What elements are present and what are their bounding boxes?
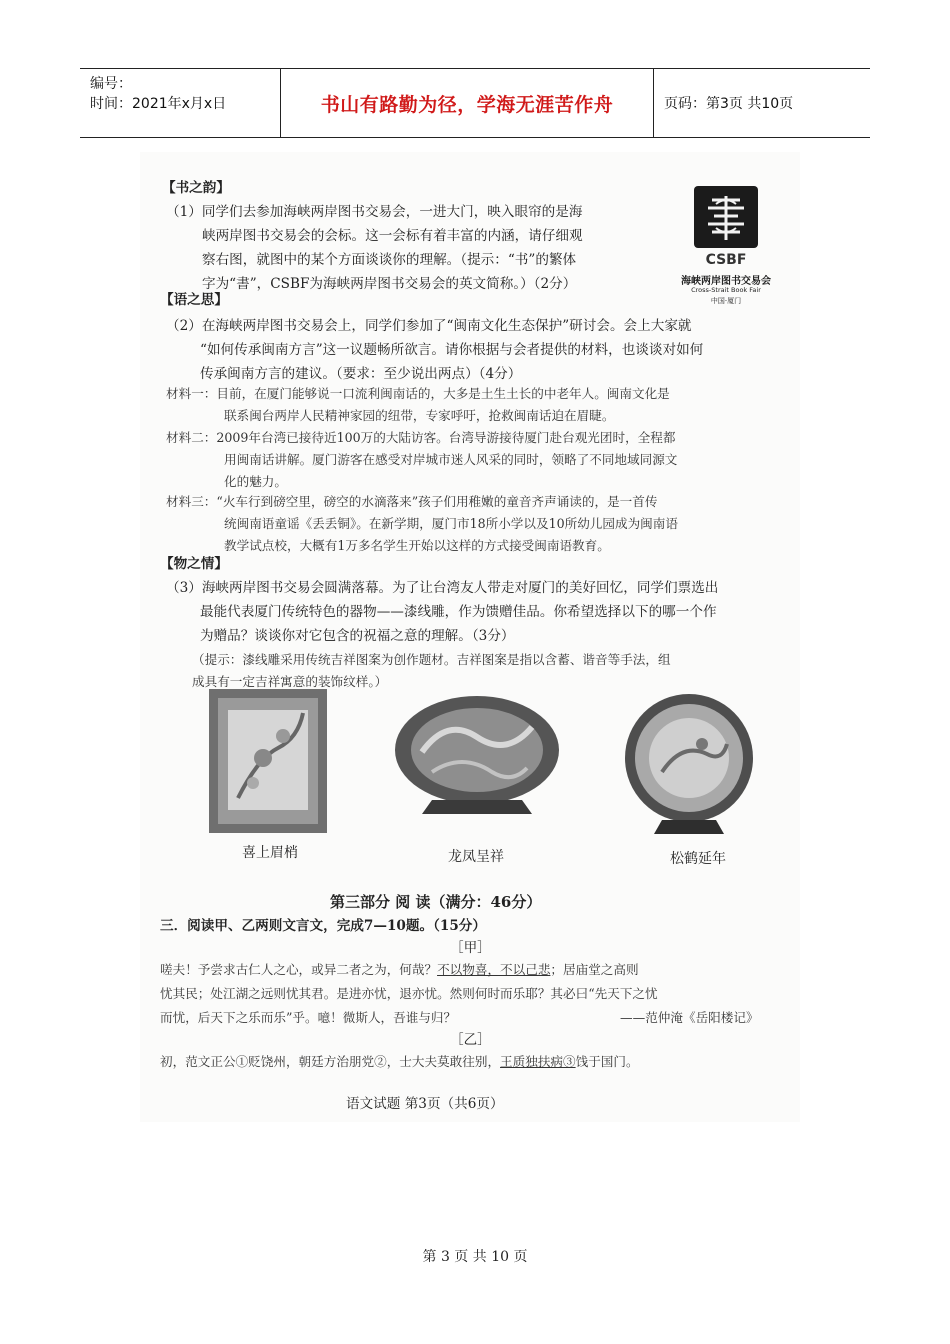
yi-line	[160, 1054, 639, 1070]
section-wu-title: 【物之情】	[160, 556, 228, 572]
header-info-cell	[80, 69, 281, 137]
csbf-logo	[680, 186, 772, 326]
dragon-phoenix-carving-image	[392, 692, 562, 826]
material2-line: 材料二：2009年台湾已接待近100万的大陆访客。台湾导游接待厦门赴台观光团时，全程都	[166, 430, 676, 445]
logo-name-zh: 海峡两岸图书交易会	[681, 276, 771, 287]
q3-line: 为赠品？谈谈你对它包含的祝福之意的理解。（3分）	[200, 628, 515, 644]
caption-2: 龙凤呈祥	[448, 849, 504, 865]
q1-line: （1）同学们去参加海峡两岸图书交易会，一进大门，映入眼帘的是海	[166, 204, 583, 220]
pine-crane-plate-image	[614, 692, 764, 844]
logo-name-en: Cross-Strait Book Fair	[691, 286, 761, 294]
date-label: 时间：2021年x月x日	[90, 96, 227, 112]
logo-location: 中国·厦门	[710, 297, 742, 305]
q2-line: 传承闽南方言的建议。（要求：至少说出两点）（4分）	[200, 366, 522, 382]
exam-page-footer: 语文试题 第3页（共6页）	[346, 1096, 504, 1112]
material3-line: 材料三：“火车行到磅空里，磅空的水滴落来”孩子们用稚嫩的童音齐声诵读的，是一首传	[166, 494, 658, 509]
jia-line: 忧其民；处江湖之远则忧其君。是进亦忧，退亦忧。然则何时而乐耶？其必曰“先天下之忧	[160, 986, 658, 1001]
page-footer: 第 3 页 共 10 页	[422, 1249, 528, 1265]
number-label: 编号：	[90, 76, 132, 92]
scanned-exam-page	[140, 152, 800, 1122]
yi-text: 饯于国门。	[575, 1054, 639, 1069]
logo-abbr: CSBF	[705, 252, 747, 268]
question-three: 三．阅读甲、乙两则文言文，完成7—10题。（15分）	[160, 918, 486, 934]
caption-1: 喜上眉梢	[242, 845, 298, 861]
q1-line: 字为“書”，CSBF为海峡两岸图书交易会的英文简称。）（2分）	[202, 276, 577, 292]
section-shu-title: 【书之韵】	[162, 180, 230, 196]
hint-line: （提示：漆线雕采用传统吉祥图案为创作题材。吉祥图案是指以含蓄、谐音等手法，组	[192, 652, 671, 667]
q3-line: 最能代表厦门传统特色的器物——漆线雕，作为馈赠佳品。你希望选择以下的哪一个作	[200, 604, 717, 620]
book-fair-emblem-icon	[694, 186, 758, 248]
header-page-cell	[654, 69, 870, 137]
q2-line: （2）在海峡两岸图书交易会上，同学们参加了“闽南文化生态保护”研讨会。会上大家就	[166, 318, 692, 334]
page-label: 页码：第3页 共10页	[664, 96, 794, 112]
jia-underlined-phrase: 不以物喜，不以己悲	[437, 962, 551, 977]
document-header	[80, 68, 870, 138]
q1-line: 峡两岸图书交易会的会标。这一会标有着丰富的内涵，请仔细观	[202, 228, 583, 244]
motto: 书山有路勤为径，学海无涯苦作舟	[320, 93, 614, 116]
material1-line: 联系闽台两岸人民精神家园的纽带，专家呼吁，抢救闽南话迫在眉睫。	[224, 408, 615, 423]
q2-line: “如何传承闽南方言”这一议题畅所欲言。请你根据与会者提供的材料，也谈谈对如何	[200, 342, 704, 358]
jia-line: 而忧，后天下之乐而乐”乎。噫！微斯人，吾谁与归？	[160, 1010, 457, 1025]
jia-source: ——范仲淹《岳阳楼记》	[620, 1010, 759, 1025]
material2-line: 化的魅力。	[224, 474, 287, 489]
hint-line: 成具有一定吉祥寓意的装饰纹样。）	[192, 674, 388, 689]
magpie-plum-carving-image	[208, 688, 328, 838]
header-motto-cell	[281, 69, 654, 137]
jia-text: 嗟夫！予尝求古仁人之心，或异二者之为，何哉？	[160, 962, 438, 977]
q3-line: （3）海峡两岸图书交易会圆满落幕。为了让台湾友人带走对厦门的美好回忆，同学们票选出	[166, 580, 719, 596]
material3-line: 统闽南语童谣《丢丢铜》。在新学期，厦门市18所小学以及10所幼儿园成为闽南语	[224, 516, 678, 531]
part3-title: 第三部分 阅 读（满分：46分）	[330, 893, 542, 911]
jia-text: ；居庙堂之高则	[550, 962, 639, 977]
yi-text: 初，范文正公①贬饶州，朝廷方治朋党②，士大夫莫敢往别，	[160, 1054, 501, 1069]
jia-line	[160, 962, 639, 978]
q1-line: 察右图，就图中的某个方面谈谈你的理解。（提示：“书”的繁体	[202, 252, 577, 268]
yi-underlined-phrase: 王质独扶病③	[500, 1054, 576, 1069]
material2-line: 用闽南话讲解。厦门游客在感受对岸城市迷人风采的同时，领略了不同地域同源文	[224, 452, 678, 467]
jia-label: ［甲］	[450, 940, 491, 956]
material3-line: 教学试点校，大概有1万多名学生开始以这样的方式接受闽南语教育。	[224, 538, 610, 553]
section-yu-title: 【语之思】	[160, 292, 228, 308]
material1-line: 材料一：目前，在厦门能够说一口流利闽南话的，大多是土生土长的中老年人。闽南文化是	[166, 386, 670, 401]
caption-3: 松鹤延年	[670, 851, 726, 867]
yi-label: ［乙］	[450, 1032, 491, 1048]
